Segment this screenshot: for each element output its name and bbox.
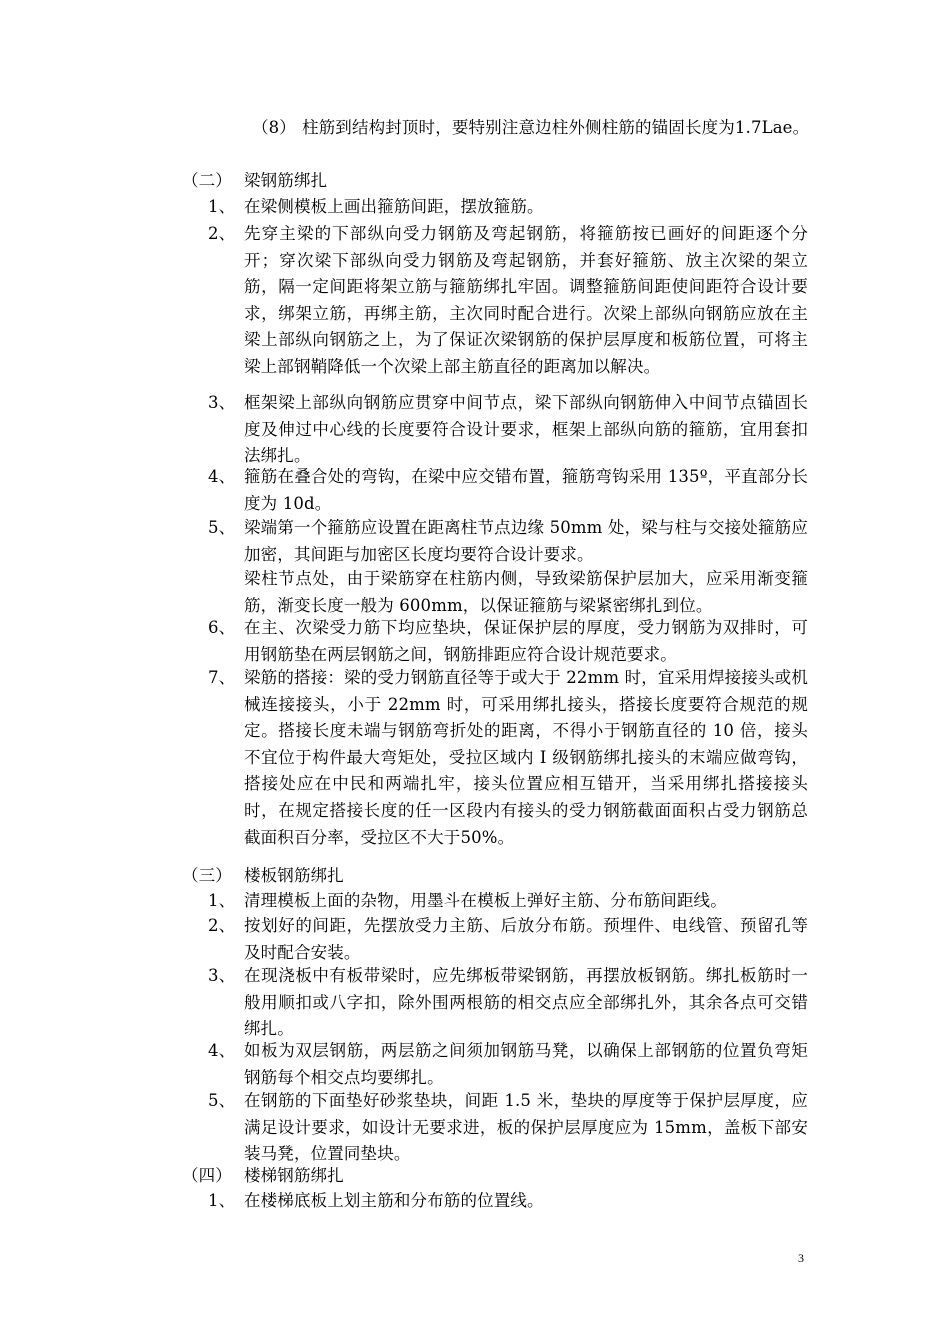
list-item bbox=[208, 390, 808, 470]
list-item bbox=[208, 1088, 808, 1168]
item-text: 在钢筋的下面垫好砂浆垫块，间距 1.5 米，垫块的厚度等于保护层厚度，应满足设计要求，如设计无要求进，板的保护层厚度应为 15mm，盖板下部安装马凳，位置同垫块。 bbox=[244, 1091, 808, 1164]
item-text: 柱筋到结构封顶时，要特别注意边柱外侧柱筋的锚固长度为1.7Lae。 bbox=[302, 118, 810, 137]
item-marker: 5、 bbox=[208, 1091, 236, 1110]
item-text: 在现浇板中有板带梁时，应先绑板带梁钢筋，再摆放板钢筋。绑扎板筋时一般用顺扣或八字扣，除外围两根筋的相交点应全部绑扎外，其余各点可交错绑扎。 bbox=[244, 966, 808, 1039]
list-item bbox=[208, 665, 808, 851]
section-title: 楼梯钢筋绑扎 bbox=[244, 1166, 344, 1185]
list-item bbox=[208, 464, 808, 517]
item-text: 框架梁上部纵向钢筋应贯穿中间节点，梁下部纵向钢筋伸入中间节点锚固长度及伸过中心线的长度要符合设计要求，框架上部纵向筋的箍筋，宜用套扣法绑扎。 bbox=[244, 393, 808, 466]
section-title: 梁钢筋绑扎 bbox=[244, 171, 328, 190]
item-marker: 7、 bbox=[208, 668, 236, 687]
list-item bbox=[208, 888, 808, 915]
section-title: 楼板钢筋绑扎 bbox=[244, 866, 344, 885]
list-item bbox=[208, 913, 808, 966]
page-number: 3 bbox=[798, 1251, 804, 1265]
list-item bbox=[208, 515, 808, 568]
item-marker: 1、 bbox=[208, 1191, 236, 1210]
list-item bbox=[208, 194, 808, 221]
item-marker: 4、 bbox=[208, 1041, 236, 1060]
item-marker: 2、 bbox=[208, 224, 236, 243]
item-marker: （8） bbox=[252, 118, 296, 137]
list-item-8 bbox=[252, 115, 812, 142]
item-marker: 3、 bbox=[208, 393, 236, 412]
item-marker: 1、 bbox=[208, 197, 236, 216]
list-item bbox=[208, 615, 808, 668]
item-text: 箍筋在叠合处的弯钩，在梁中应交错布置，箍筋弯钩采用 135º，平直部分长度为 10d。 bbox=[244, 467, 808, 513]
item-marker: 1、 bbox=[208, 891, 236, 910]
paragraph-note: 梁柱节点处，由于梁筋穿在柱筋内侧，导致梁筋保护层加大，应采用渐变箍筋，渐变长度一般为 600mm，以保证箍筋与梁紧密绑扎到位。 bbox=[244, 569, 808, 615]
list-item bbox=[208, 221, 808, 381]
item-text: 按划好的间距，先摆放受力主筋、后放分布筋。预埋件、电线管、预留孔等及时配合安装。 bbox=[244, 916, 808, 962]
item-text: 先穿主梁的下部纵向受力钢筋及弯起钢筋，将箍筋按已画好的间距逐个分开；穿次梁下部纵向受力钢筋及弯起钢筋，并套好箍筋、放主次梁的架立筋，隔一定间距将架立筋与箍筋绑扎牢固。调整箍筋间距使间距符合设计要求，绑架立筋，再绑主筋，主次同时配合进行。次梁上部纵向钢筋应放在主梁上部纵向钢筋之上，为了保证次梁钢筋的保护层厚度和板筋位置，可将主梁上部钢鞘降低一个次梁上部主筋直径的距离加以解决。 bbox=[244, 224, 808, 376]
item-text: 在梁侧模板上画出箍筋间距，摆放箍筋。 bbox=[244, 197, 544, 216]
list-item bbox=[208, 963, 808, 1043]
item-text: 如板为双层钢筋，两层筋之间须加钢筋马凳，以确保上部钢筋的位置负弯矩钢筋每个相交点均要绑扎。 bbox=[244, 1041, 808, 1087]
item-text: 梁端第一个箍筋应设置在距离柱节点边缘 50mm 处，梁与柱与交接处箍筋应加密，其间距与加密区长度均要符合设计要求。 bbox=[244, 518, 808, 564]
item-marker: 3、 bbox=[208, 966, 236, 985]
item-marker: 5、 bbox=[208, 518, 236, 537]
item-text: 梁筋的搭接：梁的受力钢筋直径等于或大于 22mm 时，宜采用焊接接头或机械连接接头，小于 22mm 时，可采用绑扎接头，搭接长度要符合规范的规定。搭接长度未端与钢筋弯折处的距离，不得小于钢筋直径的 10 倍，接头不宜位于构件最大弯矩处，受拉区域内 I 级钢筋绑扎接头的末端应做弯钩，搭接处应在中民和两端扎牢，接头位置应相互错开，当采用绑扎搭接接头时，在规定搭接长度的任一区段内有接头的受力钢筋截面面积占受力钢筋总截面积百分率，受拉区不大于50%。 bbox=[244, 668, 808, 847]
section-marker: （三） bbox=[182, 866, 232, 885]
item-text: 在楼梯底板上划主筋和分布筋的位置线。 bbox=[244, 1191, 544, 1210]
list-item bbox=[208, 1038, 808, 1091]
item-marker: 6、 bbox=[208, 618, 236, 637]
item-text: 在主、次梁受力筋下均应垫块，保证保护层的厚度，受力钢筋为双排时，可用钢筋垫在两层钢筋之间，钢筋排距应符合设计规范要求。 bbox=[244, 618, 808, 664]
item-marker: 4、 bbox=[208, 467, 236, 486]
item-text: 清理模板上面的杂物，用墨斗在模板上弹好主筋、分布筋间距线。 bbox=[244, 891, 727, 910]
section-marker: （二） bbox=[182, 171, 232, 190]
item-marker: 2、 bbox=[208, 916, 236, 935]
section-marker: （四） bbox=[182, 1166, 232, 1185]
list-item bbox=[208, 1188, 808, 1215]
